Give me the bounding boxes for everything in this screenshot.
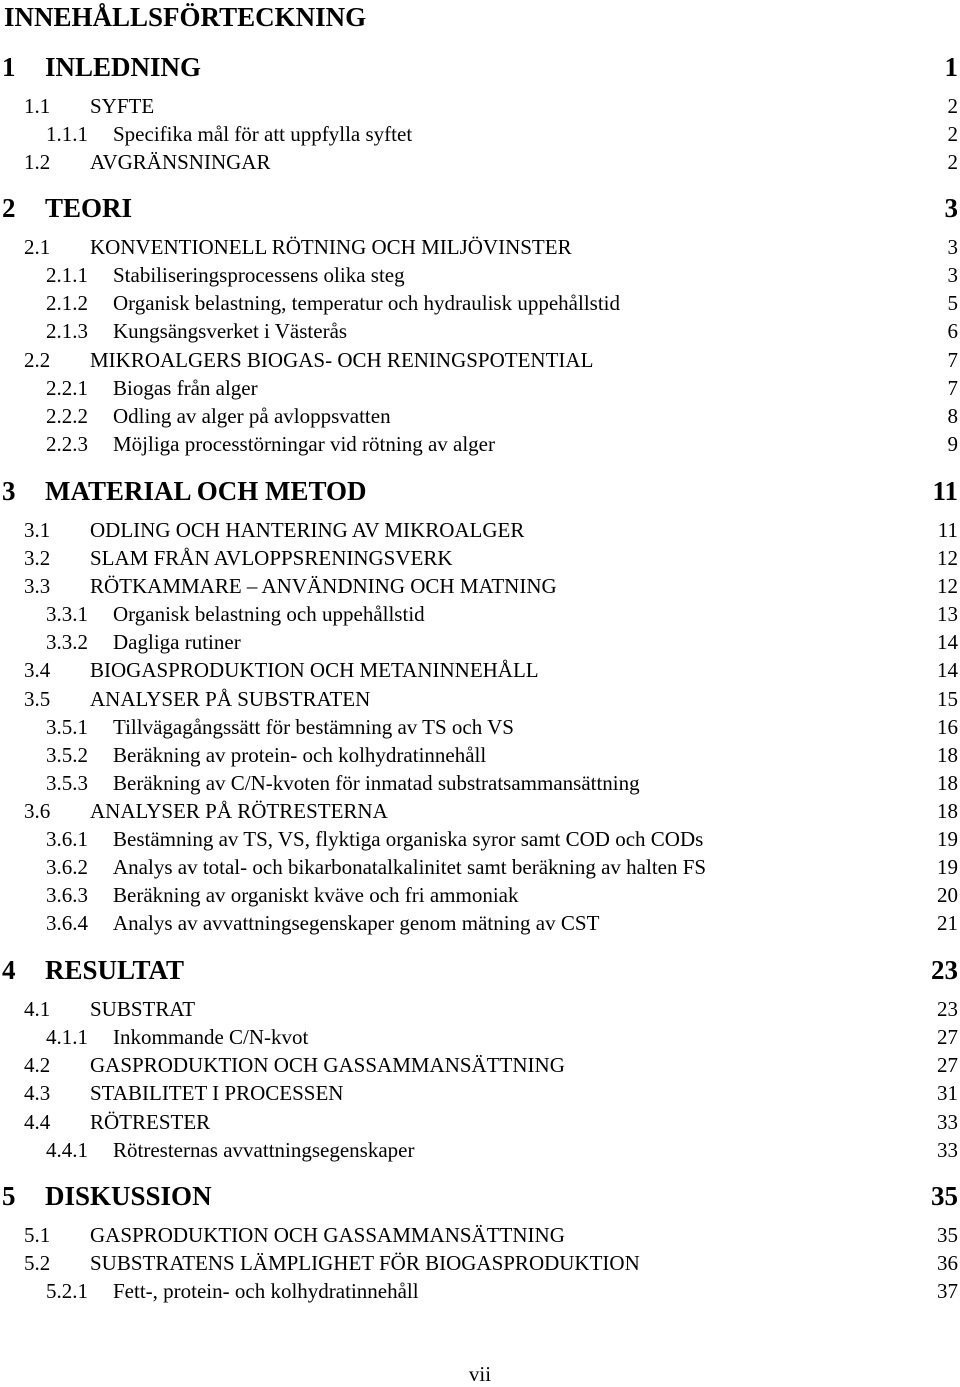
toc-entry-label: GASPRODUKTION OCH GASSAMMANSÄTTNING [90, 1053, 565, 1077]
toc-subsection-entry[interactable] [0, 1279, 960, 1309]
toc-chapter-entry[interactable] [0, 955, 960, 985]
toc-subsection-entry[interactable] [0, 855, 960, 885]
toc-entry-number: 2.1.3 [46, 319, 88, 343]
toc-entry-number: 2.1.2 [46, 291, 88, 315]
toc-title: INNEHÅLLSFÖRTECKNING [4, 2, 367, 32]
toc-entry-page: 3 [947, 263, 958, 287]
toc-entry-number: 3.3 [24, 574, 51, 598]
toc-section-entry[interactable] [0, 348, 960, 378]
toc-entry-label: RESULTAT [45, 955, 185, 985]
toc-subsection-entry[interactable] [0, 1025, 960, 1055]
toc-entry-number: 4.2 [24, 1053, 51, 1077]
toc-chapter-entry[interactable] [0, 1181, 960, 1211]
toc-section-entry[interactable] [0, 1251, 960, 1281]
toc-entry-number: 4.1.1 [46, 1025, 88, 1049]
toc-entry-label: BIOGASPRODUKTION OCH METANINNEHÅLL [90, 658, 539, 682]
toc-subsection-entry[interactable] [0, 771, 960, 801]
toc-entry-page: 27 [937, 1025, 958, 1049]
toc-subsection-entry[interactable] [0, 404, 960, 434]
toc-entry-page: 8 [947, 404, 958, 428]
toc-entry-page: 33 [937, 1110, 958, 1134]
toc-entry-label: SLAM FRÅN AVLOPPSRENINGSVERK [90, 546, 453, 570]
toc-entry-page: 19 [937, 855, 958, 879]
toc-subsection-entry[interactable] [0, 432, 960, 462]
toc-subsection-entry[interactable] [0, 1138, 960, 1168]
toc-entry-number: 3.6.3 [46, 883, 88, 907]
toc-entry-page: 33 [937, 1138, 958, 1162]
toc-section-entry[interactable] [0, 1053, 960, 1083]
toc-entry-number: 3.6.4 [46, 911, 88, 935]
toc-entry-page: 35 [931, 1181, 958, 1211]
toc-entry-page: 37 [937, 1279, 958, 1303]
toc-entry-page: 7 [947, 348, 958, 372]
toc-entry-page: 3 [944, 193, 958, 223]
toc-entry-number: 4.3 [24, 1081, 51, 1105]
toc-section-entry[interactable] [0, 94, 960, 124]
toc-entry-number: 3.6.1 [46, 827, 88, 851]
toc-section-entry[interactable] [0, 799, 960, 829]
toc-subsection-entry[interactable] [0, 715, 960, 745]
toc-entry-number: 2 [2, 193, 16, 223]
toc-subsection-entry[interactable] [0, 883, 960, 913]
toc-subsection-entry[interactable] [0, 122, 960, 152]
toc-entry-page: 18 [937, 771, 958, 795]
toc-entry-label: GASPRODUKTION OCH GASSAMMANSÄTTNING [90, 1223, 565, 1247]
toc-entry-page: 14 [937, 630, 958, 654]
toc-entry-number: 2.1 [24, 235, 51, 259]
toc-entry-number: 3.5 [24, 687, 51, 711]
toc-entry-label: Stabiliseringsprocessens olika steg [113, 263, 405, 287]
toc-entry-page: 11 [932, 476, 958, 506]
toc-entry-page: 9 [947, 432, 958, 456]
toc-entry-label: Kungsängsverket i Västerås [113, 319, 348, 343]
toc-entry-page: 12 [937, 574, 958, 598]
toc-entry-page: 18 [937, 743, 958, 767]
toc-entry-label: INLEDNING [45, 52, 202, 82]
toc-entry-label: Möjliga processtörningar vid rötning av alger [113, 432, 495, 456]
toc-entry-number: 3 [2, 476, 16, 506]
page-number: vii [468, 1362, 492, 1386]
toc-section-entry[interactable] [0, 658, 960, 688]
toc-entry-page: 35 [937, 1223, 958, 1247]
toc-entry-page: 23 [937, 997, 958, 1021]
toc-entry-label: Odling av alger på avloppsvatten [113, 404, 391, 428]
toc-section-entry[interactable] [0, 1081, 960, 1111]
toc-entry-page: 12 [937, 546, 958, 570]
toc-entry-number: 2.1.1 [46, 263, 88, 287]
toc-entry-label: Beräkning av C/N-kvoten för inmatad substratsammansättning [113, 771, 640, 795]
toc-subsection-entry[interactable] [0, 630, 960, 660]
toc-entry-page: 14 [937, 658, 958, 682]
toc-entry-label: Specifika mål för att uppfylla syftet [113, 122, 413, 146]
toc-entry-label: Fett-, protein- och kolhydratinnehåll [113, 1279, 419, 1303]
toc-entry-number: 1.1.1 [46, 122, 88, 146]
toc-entry-label: DISKUSSION [45, 1181, 212, 1211]
toc-entry-label: Beräkning av protein- och kolhydratinnehåll [113, 743, 487, 767]
toc-chapter-entry[interactable] [0, 193, 960, 223]
toc-entry-number: 3.4 [24, 658, 51, 682]
toc-entry-page: 13 [937, 602, 958, 626]
toc-entry-label: Tillvägagångssätt för bestämning av TS och VS [113, 715, 514, 739]
toc-entry-label: Analys av avvattningsegenskaper genom mätning av CST [113, 911, 600, 935]
toc-entry-label: Biogas från alger [113, 376, 258, 400]
toc-entry-number: 5.2 [24, 1251, 51, 1275]
toc-entry-number: 5 [2, 1181, 16, 1211]
toc-entry-label: KONVENTIONELL RÖTNING OCH MILJÖVINSTER [90, 235, 572, 259]
toc-entry-page: 11 [937, 518, 958, 542]
toc-entry-page: 31 [937, 1081, 958, 1105]
toc-entry-page: 36 [937, 1251, 958, 1275]
toc-entry-label: Organisk belastning och uppehållstid [113, 602, 425, 626]
toc-entry-label: SUBSTRAT [90, 997, 196, 1021]
toc-entry-number: 4 [2, 955, 16, 985]
toc-subsection-entry[interactable] [0, 319, 960, 349]
toc-entry-label: Rötresternas avvattningsegenskaper [113, 1138, 415, 1162]
toc-entry-number: 2.2.3 [46, 432, 88, 456]
toc-entry-label: TEORI [45, 193, 133, 223]
toc-subsection-entry[interactable] [0, 743, 960, 773]
toc-entry-page: 2 [947, 94, 958, 118]
toc-entry-number: 4.4 [24, 1110, 51, 1134]
toc-entry-label: Organisk belastning, temperatur och hydraulisk uppehållstid [113, 291, 621, 315]
toc-entry-label: ODLING OCH HANTERING AV MIKROALGER [90, 518, 525, 542]
toc-entry-number: 2.2 [24, 348, 51, 372]
toc-entry-label: Inkommande C/N-kvot [113, 1025, 309, 1049]
toc-entry-page: 2 [947, 150, 958, 174]
toc-entry-number: 3.6 [24, 799, 51, 823]
toc-entry-label: Dagliga rutiner [113, 630, 241, 654]
toc-subsection-entry[interactable] [0, 827, 960, 857]
toc-entry-page: 15 [937, 687, 958, 711]
toc-entry-label: RÖTRESTER [90, 1110, 211, 1134]
toc-entry-page: 23 [931, 955, 958, 985]
toc-entry-number: 4.4.1 [46, 1138, 88, 1162]
toc-entry-number: 3.3.1 [46, 602, 88, 626]
toc-chapter-entry[interactable] [0, 476, 960, 506]
toc-subsection-entry[interactable] [0, 911, 960, 941]
toc-subsection-entry[interactable] [0, 291, 960, 321]
toc-section-entry[interactable] [0, 518, 960, 548]
toc-entry-page: 21 [937, 911, 958, 935]
toc-entry-page: 19 [937, 827, 958, 851]
toc-entry-label: ANALYSER PÅ SUBSTRATEN [90, 687, 371, 711]
toc-entry-number: 1.1 [24, 94, 51, 118]
toc-entry-number: 3.6.2 [46, 855, 88, 879]
toc-entry-number: 5.1 [24, 1223, 51, 1247]
toc-section-entry[interactable] [0, 997, 960, 1027]
toc-entry-page: 3 [947, 235, 958, 259]
toc-section-entry[interactable] [0, 1223, 960, 1253]
toc-subsection-entry[interactable] [0, 263, 960, 293]
toc-section-entry[interactable] [0, 546, 960, 576]
toc-section-entry[interactable] [0, 687, 960, 717]
toc-entry-number: 3.3.2 [46, 630, 88, 654]
toc-entry-page: 20 [937, 883, 958, 907]
toc-entry-number: 3.5.1 [46, 715, 88, 739]
toc-entry-number: 2.2.1 [46, 376, 88, 400]
toc-entry-page: 6 [947, 319, 958, 343]
toc-entry-page: 7 [947, 376, 958, 400]
toc-entry-label: SYFTE [90, 94, 155, 118]
toc-entry-page: 18 [937, 799, 958, 823]
toc-entry-label: RÖTKAMMARE – ANVÄNDNING OCH MATNING [90, 574, 557, 598]
toc-entry-number: 5.2.1 [46, 1279, 88, 1303]
toc-entry-page: 16 [937, 715, 958, 739]
toc-entry-number: 4.1 [24, 997, 51, 1021]
toc-entry-page: 5 [947, 291, 958, 315]
toc-entry-label: STABILITET I PROCESSEN [90, 1081, 344, 1105]
toc-entry-label: MATERIAL OCH METOD [45, 476, 367, 506]
toc-section-entry[interactable] [0, 574, 960, 604]
toc-subsection-entry[interactable] [0, 602, 960, 632]
toc-chapter-entry[interactable] [0, 52, 960, 82]
toc-entry-label: ANALYSER PÅ RÖTRESTERNA [90, 799, 388, 823]
toc-entry-label: Beräkning av organiskt kväve och fri ammoniak [113, 883, 519, 907]
toc-entry-page: 2 [947, 122, 958, 146]
toc-entry-label: AVGRÄNSNINGAR [90, 150, 271, 174]
toc-section-entry[interactable] [0, 150, 960, 180]
toc-section-entry[interactable] [0, 1110, 960, 1140]
toc-section-entry[interactable] [0, 235, 960, 265]
toc-subsection-entry[interactable] [0, 376, 960, 406]
toc-entry-number: 3.5.3 [46, 771, 88, 795]
toc-entry-number: 3.5.2 [46, 743, 88, 767]
toc-entry-label: SUBSTRATENS LÄMPLIGHET FÖR BIOGASPRODUKTION [90, 1251, 640, 1275]
toc-entry-number: 3.1 [24, 518, 51, 542]
toc-entry-label: Analys av total- och bikarbonatalkalinitet samt beräkning av halten FS [113, 855, 707, 879]
toc-entry-page: 1 [944, 52, 958, 82]
toc-entry-number: 1.2 [24, 150, 51, 174]
toc-entry-label: Bestämning av TS, VS, flyktiga organiska syror samt COD och CODs [113, 827, 704, 851]
toc-entry-number: 1 [2, 52, 16, 82]
toc-entry-label: MIKROALGERS BIOGAS- OCH RENINGSPOTENTIAL [90, 348, 594, 372]
toc-entry-number: 2.2.2 [46, 404, 88, 428]
toc-entry-number: 3.2 [24, 546, 51, 570]
toc-entry-page: 27 [937, 1053, 958, 1077]
